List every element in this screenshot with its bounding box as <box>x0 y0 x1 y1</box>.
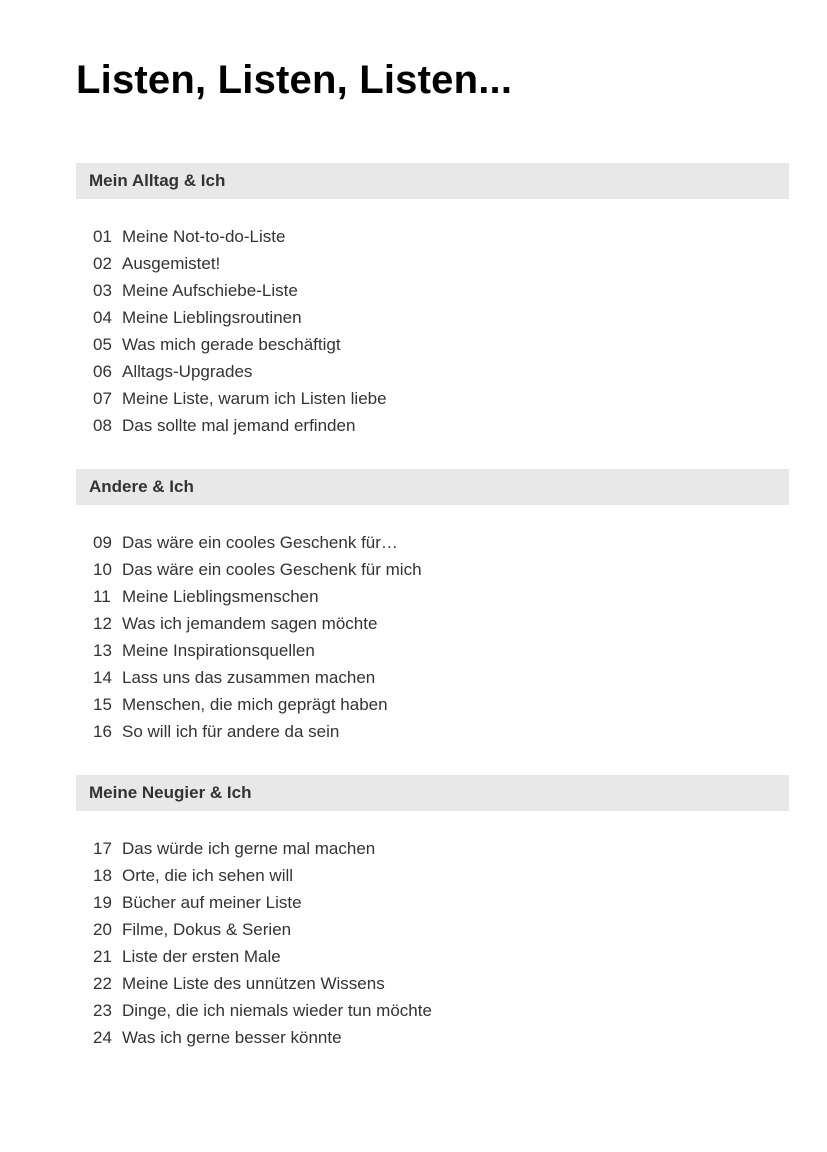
item-number: 03 <box>93 281 112 300</box>
list-item <box>76 889 789 916</box>
list-item <box>76 916 789 943</box>
item-number: 05 <box>93 335 112 354</box>
section-meine-neugier <box>76 775 789 1051</box>
section-andere <box>76 469 789 745</box>
item-number: 16 <box>93 722 112 741</box>
list-item <box>76 556 789 583</box>
item-number: 17 <box>93 839 112 858</box>
list-item <box>76 610 789 637</box>
item-label: Meine Lieblingsroutinen <box>122 308 302 327</box>
list-item <box>76 835 789 862</box>
item-label: Filme, Dokus & Serien <box>122 920 292 939</box>
item-label: Meine Inspirationsquellen <box>122 641 315 660</box>
item-label: Orte, die ich sehen will <box>122 866 294 885</box>
item-label: Ausgemistet! <box>122 254 221 273</box>
item-number: 12 <box>93 614 112 633</box>
item-number: 23 <box>93 1001 112 1020</box>
item-label: Das sollte mal jemand erfinden <box>122 416 356 435</box>
item-number: 15 <box>93 695 112 714</box>
item-label: Was mich gerade beschäftigt <box>122 335 341 354</box>
item-number: 19 <box>93 893 112 912</box>
item-label: Menschen, die mich geprägt haben <box>122 695 388 714</box>
item-label: Das wäre ein cooles Geschenk für mich <box>122 560 422 579</box>
item-label: Lass uns das zusammen machen <box>122 668 376 687</box>
item-number: 06 <box>93 362 112 381</box>
item-number: 13 <box>93 641 112 660</box>
item-number: 18 <box>93 866 112 885</box>
list-item <box>76 277 789 304</box>
item-label: Was ich jemandem sagen möchte <box>122 614 378 633</box>
item-label: Meine Not-to-do-Liste <box>122 227 286 246</box>
list-item <box>76 664 789 691</box>
list-item <box>76 304 789 331</box>
item-number: 01 <box>93 227 112 246</box>
item-label: Das wäre ein cooles Geschenk für… <box>122 533 398 552</box>
list-item <box>76 583 789 610</box>
item-number: 09 <box>93 533 112 552</box>
item-number: 22 <box>93 974 112 993</box>
item-label: Meine Liste, warum ich Listen liebe <box>122 389 387 408</box>
item-label: Dinge, die ich niemals wieder tun möchte <box>122 1001 432 1020</box>
section-heading: Mein Alltag & Ich <box>76 163 789 199</box>
item-number: 10 <box>93 560 112 579</box>
item-label: Meine Lieblingsmenschen <box>122 587 319 606</box>
list-item <box>76 250 789 277</box>
item-label: Bücher auf meiner Liste <box>122 893 302 912</box>
list-item <box>76 1024 789 1051</box>
list-item <box>76 970 789 997</box>
list-item <box>76 862 789 889</box>
list-item <box>76 997 789 1024</box>
item-number: 21 <box>93 947 112 966</box>
list-item <box>76 412 789 439</box>
item-number: 11 <box>93 587 111 606</box>
item-label: Was ich gerne besser könnte <box>122 1028 342 1047</box>
item-number: 24 <box>93 1028 112 1047</box>
list-item <box>76 358 789 385</box>
item-number: 02 <box>93 254 112 273</box>
item-label: Meine Liste des unnützen Wissens <box>122 974 385 993</box>
section-heading: Meine Neugier & Ich <box>76 775 789 811</box>
section-list <box>76 529 789 745</box>
item-number: 20 <box>93 920 112 939</box>
item-number: 08 <box>93 416 112 435</box>
list-item <box>76 385 789 412</box>
list-item <box>76 529 789 556</box>
section-heading: Andere & Ich <box>76 469 789 505</box>
list-item <box>76 223 789 250</box>
item-label: Das würde ich gerne mal machen <box>122 839 376 858</box>
item-label: Meine Aufschiebe-Liste <box>122 281 298 300</box>
item-number: 04 <box>93 308 112 327</box>
item-label: Alltags-Upgrades <box>122 362 253 381</box>
section-list <box>76 223 789 439</box>
item-label: So will ich für andere da sein <box>122 722 340 741</box>
section-list <box>76 835 789 1051</box>
item-label: Liste der ersten Male <box>122 947 281 966</box>
list-item <box>76 943 789 970</box>
list-item <box>76 331 789 358</box>
section-mein-alltag <box>76 163 789 439</box>
list-item <box>76 718 789 745</box>
item-number: 07 <box>93 389 112 408</box>
list-item <box>76 691 789 718</box>
item-number: 14 <box>93 668 112 687</box>
page-title: Listen, Listen, Listen... <box>76 58 513 102</box>
list-item <box>76 637 789 664</box>
